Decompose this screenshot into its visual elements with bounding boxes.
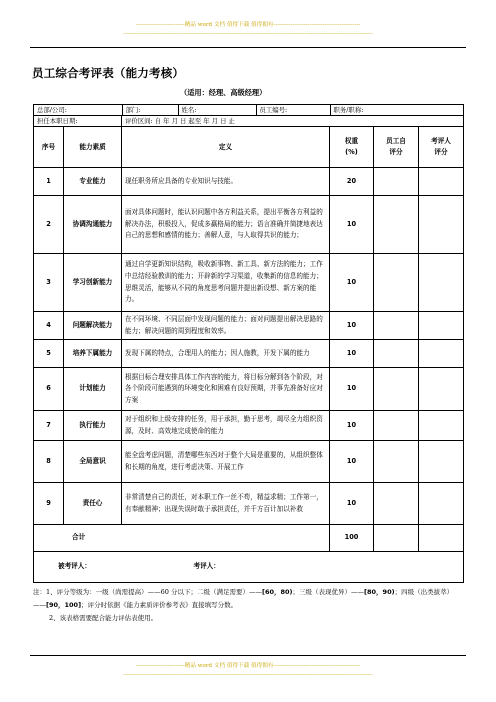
total-label: 合计: [34, 525, 330, 552]
table-row: [34, 441, 464, 483]
row-number: 9: [34, 483, 64, 525]
table-row: [34, 340, 464, 368]
signature-row: [34, 552, 464, 583]
employee-no-field[interactable]: 员工编号:: [256, 105, 330, 115]
header-weight: 权重 (%): [330, 127, 374, 168]
ability-name: 执行能力: [64, 411, 122, 441]
ability-definition: 非常清楚自己的责任，对本职工作一丝不苟，精益求精；工作第一，有奉献精神；出现失误时敢于承担责任，并千方百计加以补救: [122, 483, 330, 525]
ability-name: 培养下属能力: [64, 340, 122, 368]
department-field[interactable]: 部门:: [122, 105, 178, 115]
ability-name: 责任心: [64, 483, 122, 525]
reviewer-score-cell[interactable]: [419, 340, 464, 368]
position-field[interactable]: 职务/职称:: [330, 105, 464, 115]
evaluation-table: [33, 104, 464, 583]
table-row: [34, 368, 464, 411]
ability-name: 全局意识: [64, 441, 122, 483]
weight-value: 10: [330, 254, 374, 312]
reviewer-signature[interactable]: 考评人：: [193, 562, 220, 570]
ability-definition: 能全盘考虑问题，清楚哪些东西对于整个大局是重要的，从组织整体和长期的角度，进行考虑决策、开展工作: [122, 441, 330, 483]
ability-name: 协调沟通能力: [64, 196, 122, 254]
header-self-score: 员工自 评分: [374, 127, 419, 168]
weight-value: 10: [330, 312, 374, 340]
reviewer-score-cell[interactable]: [419, 483, 464, 525]
company-field[interactable]: 总部/公司:: [34, 105, 122, 116]
table-row: [34, 483, 464, 525]
header-ability: 能力素质: [64, 127, 122, 168]
ability-definition: 发现下属的特点，合理用人的能力；因人施教，开发下属的能力: [122, 340, 330, 368]
ability-definition: 现任职务所应具备的专业知识与技能。: [122, 168, 330, 196]
evaluation-period-field[interactable]: 评价区间: 自 年 月 日 起至 年 月 日 止: [122, 116, 464, 127]
row-number: 8: [34, 441, 64, 483]
note-1: 注：1、评分等级为：一级（尚需提高）——60 分以下；二级（满足需要）——[60，80)；三级（表现优异）——[80，90)；四级（出类拔萃）——[90，100]；评分时依据《能力素质评价参考表》直接填写分数。: [33, 588, 454, 609]
tenure-date-field[interactable]: 担任本职日期:: [34, 116, 122, 127]
watermark-bottom: --------------------------精品 word 文档 值得下载 值得拥有----------------------------------------------: [135, 663, 361, 669]
ability-name: 专业能力: [64, 168, 122, 196]
footer-rule: [30, 655, 466, 656]
info-row-2: [34, 116, 464, 127]
weight-value: 10: [330, 196, 374, 254]
header-no: 序号: [34, 127, 64, 168]
document-title: 员工综合考评表（能力考核）: [32, 66, 185, 80]
ability-name: 学习创新能力: [64, 254, 122, 312]
header-rule: [30, 47, 466, 48]
total-reviewer-score[interactable]: [419, 525, 464, 552]
self-score-cell[interactable]: [374, 368, 419, 411]
self-score-cell[interactable]: [374, 254, 419, 312]
table-row: [34, 196, 464, 254]
table-row: [34, 312, 464, 340]
table-row: [34, 254, 464, 312]
watermark-top: --------------------------精品 word 文档 值得下载 值得拥有----------------------------------------------: [135, 22, 361, 28]
weight-value: 10: [330, 340, 374, 368]
ability-definition: 根据目标合理安排具体工作内容的能力，将目标分解到各个阶段，对各个阶段可能遇到的环境变化和困难有良好预期，并事先准备好应对方案: [122, 368, 330, 411]
weight-value: 10: [330, 411, 374, 441]
total-weight: 100: [330, 525, 374, 552]
row-number: 1: [34, 168, 64, 196]
self-score-cell[interactable]: [374, 483, 419, 525]
table-row: [34, 168, 464, 196]
reviewer-score-cell[interactable]: [419, 196, 464, 254]
self-score-cell[interactable]: [374, 411, 419, 441]
weight-value: 20: [330, 168, 374, 196]
reviewer-score-cell[interactable]: [419, 368, 464, 411]
row-number: 2: [34, 196, 64, 254]
ability-name: 问题解决能力: [64, 312, 122, 340]
weight-value: 10: [330, 483, 374, 525]
header-reviewer-score: 考评人 评分: [419, 127, 464, 168]
row-number: 6: [34, 368, 64, 411]
watermark-bottom-line: ------------------------------------------------------------------------------------------------------------------------------------: [123, 672, 373, 678]
ability-definition: 在不同环境、不同层面中发现问题的能力；面对问题提出解决思路的能力；解决问题的周到程度和效率。: [122, 312, 330, 340]
info-row-1: [34, 105, 464, 116]
reviewer-score-cell[interactable]: [419, 168, 464, 196]
ability-definition: 面对具体问题时，能认识问题中各方利益关系，提出平衡各方利益的解决办法，积极投入，促成多赢格局的能力；语言准确并简捷地表达自己的思想和感情的能力；善解人意，与人取得共识的能力；: [122, 196, 330, 254]
self-score-cell[interactable]: [374, 312, 419, 340]
total-self-score[interactable]: [374, 525, 419, 552]
row-number: 7: [34, 411, 64, 441]
row-number: 3: [34, 254, 64, 312]
total-row: [34, 525, 464, 552]
reviewer-score-cell[interactable]: [419, 312, 464, 340]
table-header: [34, 127, 464, 168]
document-subtitle: （适用：经理、高级经理）: [180, 88, 267, 97]
notes: [33, 586, 465, 625]
row-number: 5: [34, 340, 64, 368]
weight-value: 10: [330, 368, 374, 411]
row-number: 4: [34, 312, 64, 340]
reviewer-score-cell[interactable]: [419, 254, 464, 312]
ability-name: 计划能力: [64, 368, 122, 411]
reviewer-score-cell[interactable]: [419, 411, 464, 441]
name-field[interactable]: 姓名:: [178, 105, 256, 115]
note-2: 2、该表格需要配合能力评估表使用。: [49, 614, 158, 622]
watermark-top-line: ------------------------------------------------------------------------------------------------------------------------------------: [123, 31, 373, 37]
reviewee-signature[interactable]: 被考评人：: [34, 552, 330, 583]
table-row: [34, 411, 464, 441]
reviewer-score-cell[interactable]: [419, 441, 464, 483]
header-definition: 定义: [122, 127, 330, 168]
ability-definition: 通过自学更新知识结构，吸收新事物、新工具、新方法的能力；工作中总结经验教训的能力；开辟新的学习渠道，收集新的信息的能力；思维灵活，能够从不同的角度思考问题并提出新设想、新方案的能力。: [122, 254, 330, 312]
self-score-cell[interactable]: [374, 168, 419, 196]
ability-definition: 对于组织和上级安排的任务，用于承担，勤于思考，竭尽全力组织资源，及时、高效地完成使命的能力: [122, 411, 330, 441]
weight-value: 10: [330, 441, 374, 483]
self-score-cell[interactable]: [374, 441, 419, 483]
self-score-cell[interactable]: [374, 196, 419, 254]
self-score-cell[interactable]: [374, 340, 419, 368]
